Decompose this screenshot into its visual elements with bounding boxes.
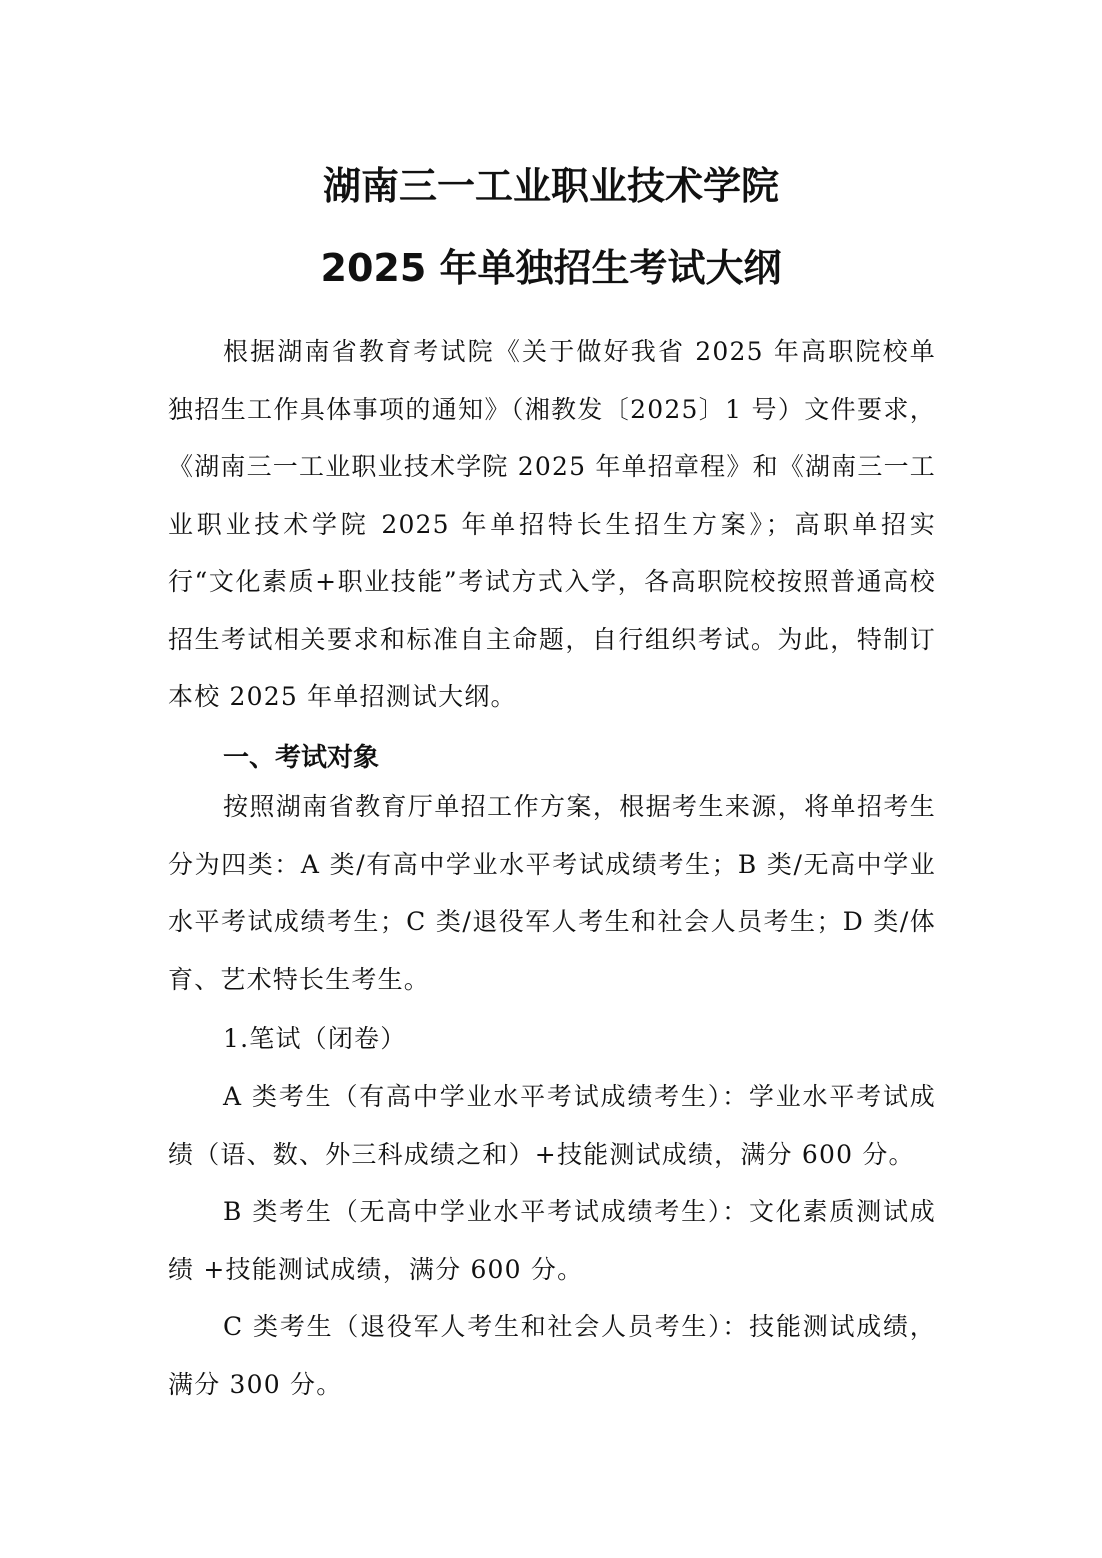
document-title-line1: 湖南三一工业职业技术学院 [322,164,779,208]
category-b-paragraph: B 类考生（无高中学业水平考试成绩考生）：文化素质测试成绩 +技能测试成绩，满分 600 分。 [168,1197,936,1284]
section-heading-exam-subjects: 一、考试对象 [223,743,380,773]
category-c-paragraph: C 类考生（退役军人考生和社会人员考生）：技能测试成绩，满分 300 分。 [168,1312,936,1399]
category-a-paragraph: A 类考生（有高中学业水平考试成绩考生）：学业水平考试成绩（语、数、外三科成绩之和）+技能测试成绩，满分 600 分。 [168,1082,936,1169]
subsection-heading-written-exam: 1.笔试（闭卷） [223,1024,407,1053]
intro-paragraph: 根据湖南省教育考试院《关于做好我省 2025 年高职院校单独招生工作具体事项的通知》（湘教发〔2025〕1 号）文件要求，《湖南三一工业职业技术学院 2025 年单招章程》和《湖南三一工业职业技术学院 2025 年单招特长生招生方案》；高职单招实行“文化素质+职业技能”考试方式入学，各高职院校按照普通高校招生考试相关要求和标准自主命题，自行组织考试。为此，特制订本校 2025 年单招测试大纲。 [168,337,936,711]
exam-subjects-paragraph: 按照湖南省教育厅单招工作方案，根据考生来源，将单招考生分为四类：A 类/有高中学业水平考试成绩考生；B 类/无高中学业水平考试成绩考生；C 类/退役军人考生和社会人员考生；D 类/体育、艺术特长生考生。 [168,792,936,994]
document-title-line2: 2025 年单独招生考试大纲 [320,246,782,290]
